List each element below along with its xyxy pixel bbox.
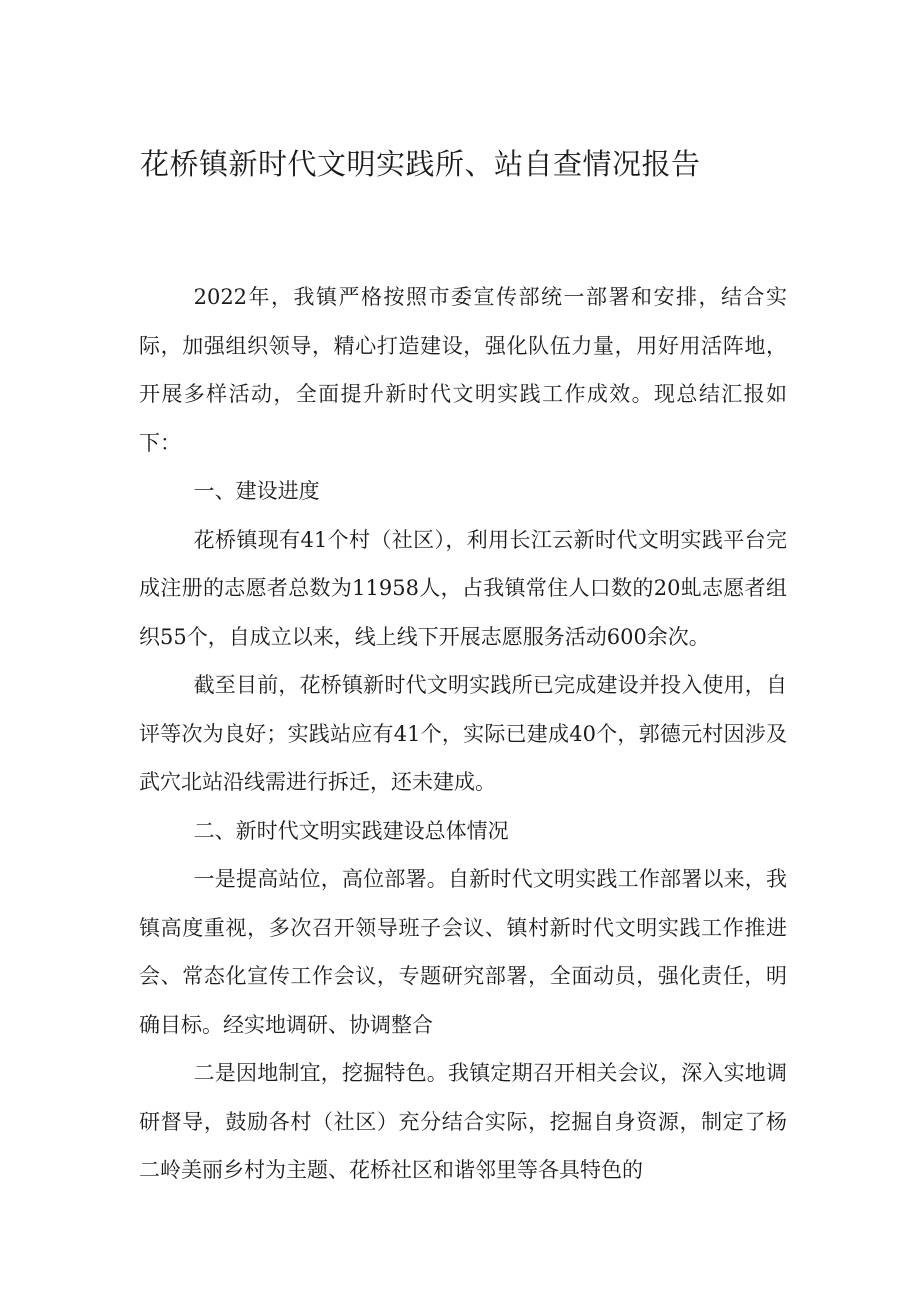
- paragraph-point-two: 二是因地制宜，挖掘特色。我镇定期召开相关会议，深入实地调研督导，鼓励各村（社区）充分结合实际，挖掘自身资源，制定了杨二岭美丽乡村为主题、花桥社区和谐邻里等各具特色的: [139, 1061, 787, 1182]
- section-heading-overall: 二、新时代文明实践建设总体情况: [193, 818, 509, 843]
- paragraph-construction-status: 截至目前，花桥镇新时代文明实践所已完成建设并投入使用，自评等次为良好；实践站应有41个，实际已建成40个，郭德元村因涉及武穴北站沿线需进行拆迁，还未建成。: [139, 673, 787, 794]
- section-heading-progress: 一、建设进度: [193, 479, 320, 503]
- document-title: 花桥镇新时代文明实践所、站自查情况报告: [140, 147, 701, 181]
- paragraph-point-one: 一是提高站位，高位部署。自新时代文明实践工作部署以来，我镇高度重视，多次召开领导班子会议、镇村新时代文明实践工作推进会、常态化宣传工作会议，专题研究部署，全面动员，强化责任，明确目标。经实地调研、协调整合: [139, 867, 787, 1037]
- paragraph-volunteers: 花桥镇现有41个村（社区），利用长江云新时代文明实践平台完成注册的志愿者总数为11958人，占我镇常住人口数的20虬志愿者组织55个，自成立以来，线上线下开展志愿服务活动600余次。: [139, 527, 787, 649]
- paragraph-intro: 2022年，我镇严格按照市委宣传部统一部署和安排，结合实际，加强组织领导，精心打造建设，强化队伍力量，用好用活阵地，开展多样活动，全面提升新时代文明实践工作成效。现总结汇报如下：: [139, 285, 787, 455]
- document-body: [139, 273, 787, 1195]
